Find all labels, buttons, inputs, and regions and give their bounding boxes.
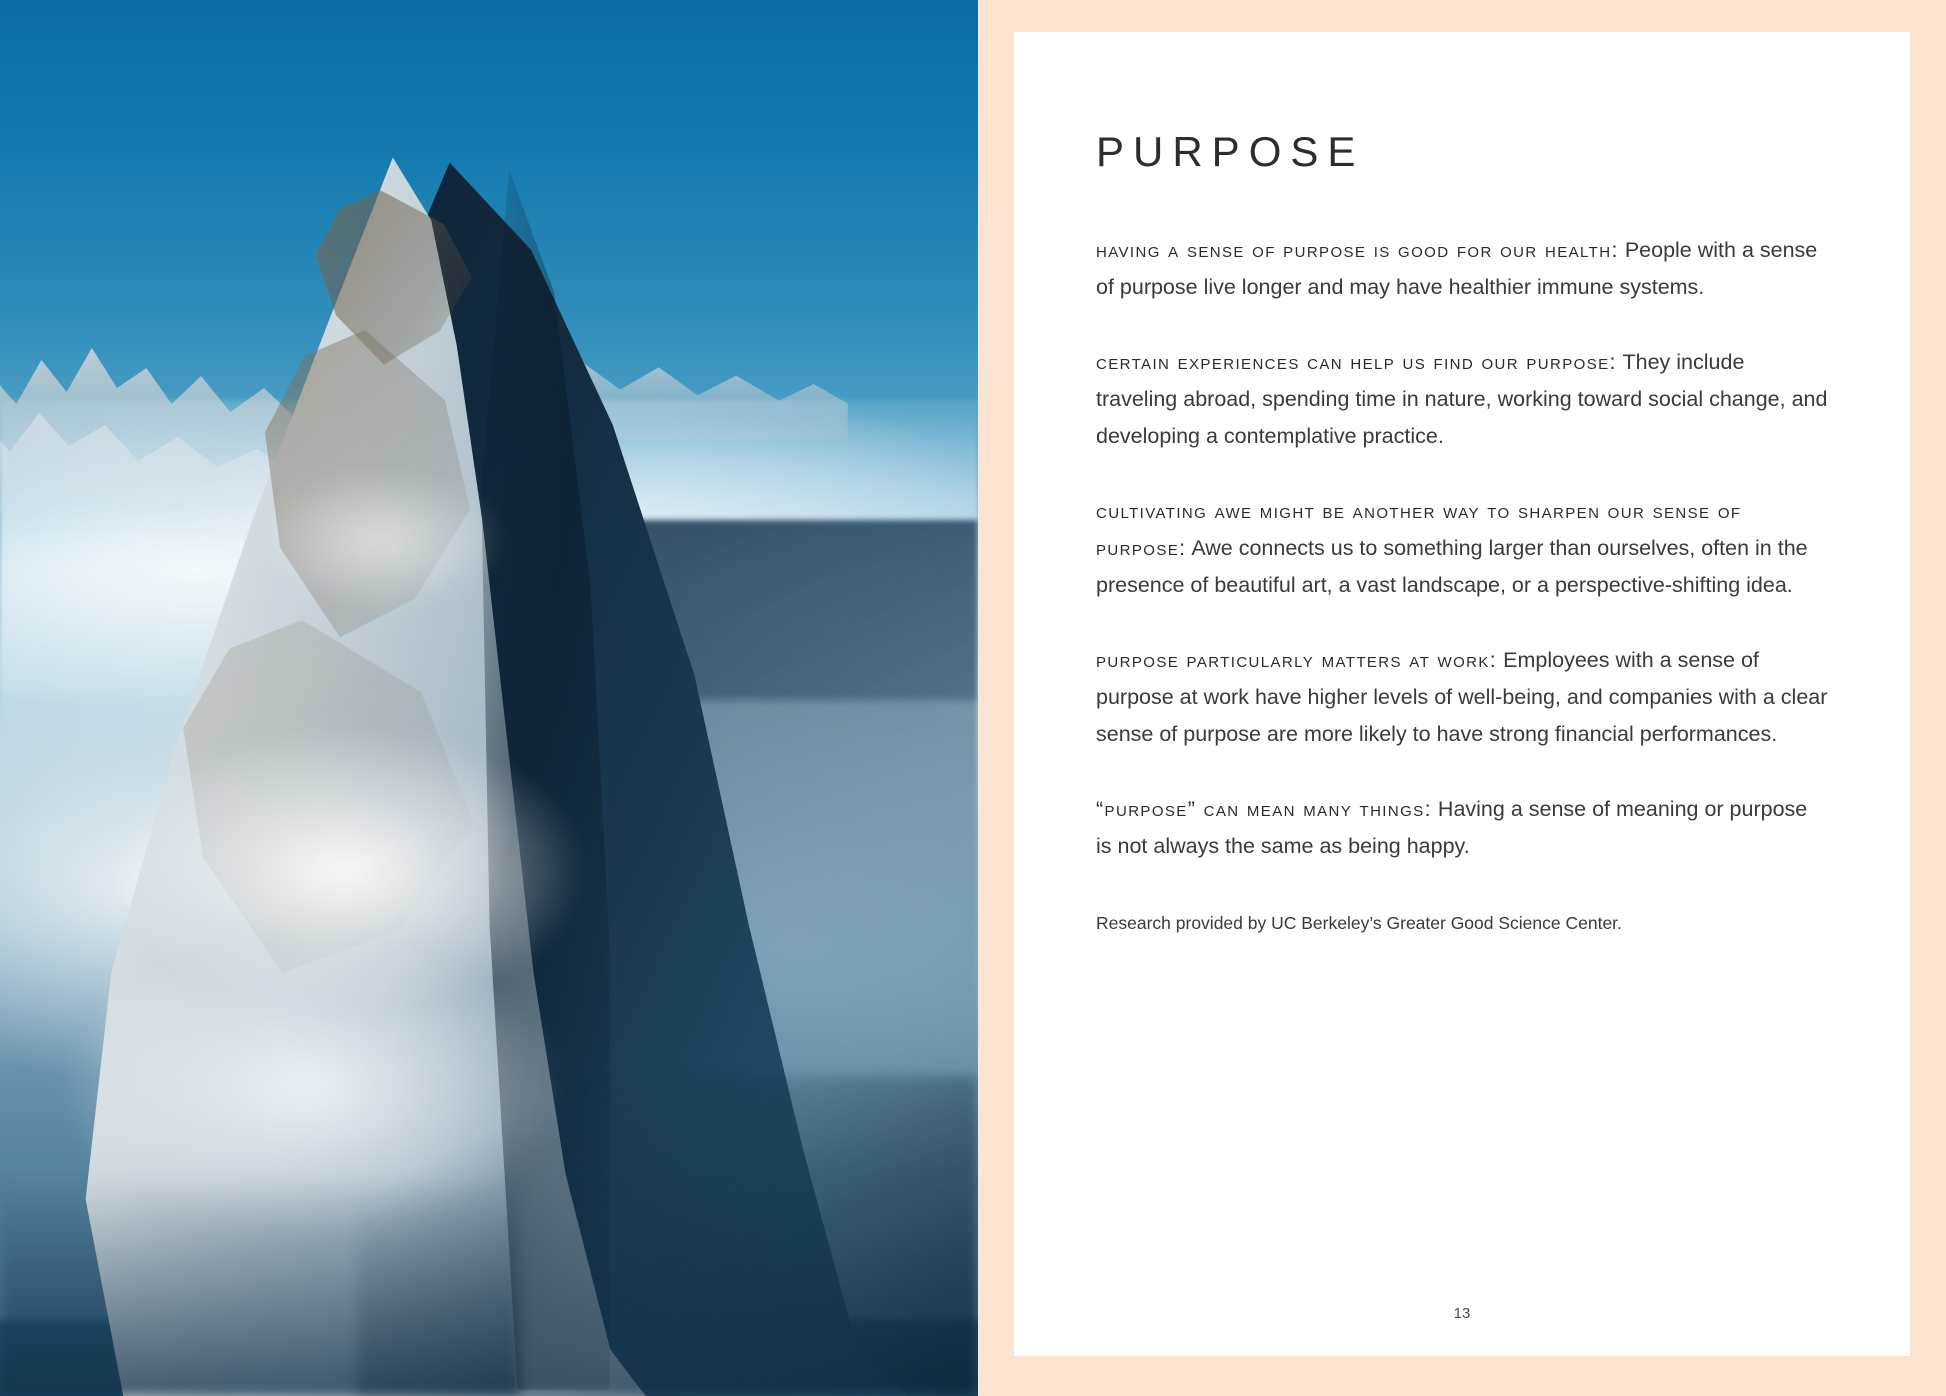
research-credit: Research provided by UC Berkeley’s Greater Good Science Center.: [1096, 912, 1622, 933]
paragraph-lead: certain experiences can help us find our purpose:: [1096, 349, 1617, 374]
paragraph-lead: cultivating awe might be another way to sharpen our sense of purpose:: [1096, 498, 1742, 560]
text-page: [978, 0, 1946, 1396]
paragraph-body: They include traveling abroad, spending time in nature, working toward social change, and developing a contemplative practice.: [1096, 349, 1828, 448]
page-number: 13: [1453, 1305, 1471, 1322]
paragraph-work: [1096, 642, 1828, 753]
paragraph-body: Employees with a sense of purpose at work have higher levels of well-being, and companies with a clear sense of purpose are more likely to have strong financial performances.: [1096, 647, 1828, 746]
base-shadow-right: [358, 1076, 978, 1396]
paragraph-lead: purpose particularly matters at work:: [1096, 647, 1498, 672]
paragraph-body: Having a sense of meaning or purpose is not always the same as being happy.: [1096, 796, 1808, 858]
paragraph-health: [1096, 232, 1828, 306]
paragraph-meaning: [1096, 791, 1828, 865]
paragraph-lead: “purpose” can mean many things:: [1096, 796, 1432, 821]
content-card: [1014, 32, 1910, 1356]
paragraph-awe: [1096, 493, 1828, 604]
upper-mist: [230, 430, 530, 650]
paragraph-experiences: [1096, 344, 1828, 455]
paragraph-body: People with a sense of purpose live longer and may have healthier immune systems.: [1096, 238, 1818, 299]
page-title: PURPOSE: [1096, 128, 1365, 175]
paragraph-body: Awe connects us to something larger than ourselves, often in the presence of beautiful art, a vast landscape, or a perspective-shifting idea.: [1096, 535, 1808, 597]
paragraph-lead: having a sense of purpose is good for our health:: [1096, 238, 1619, 262]
